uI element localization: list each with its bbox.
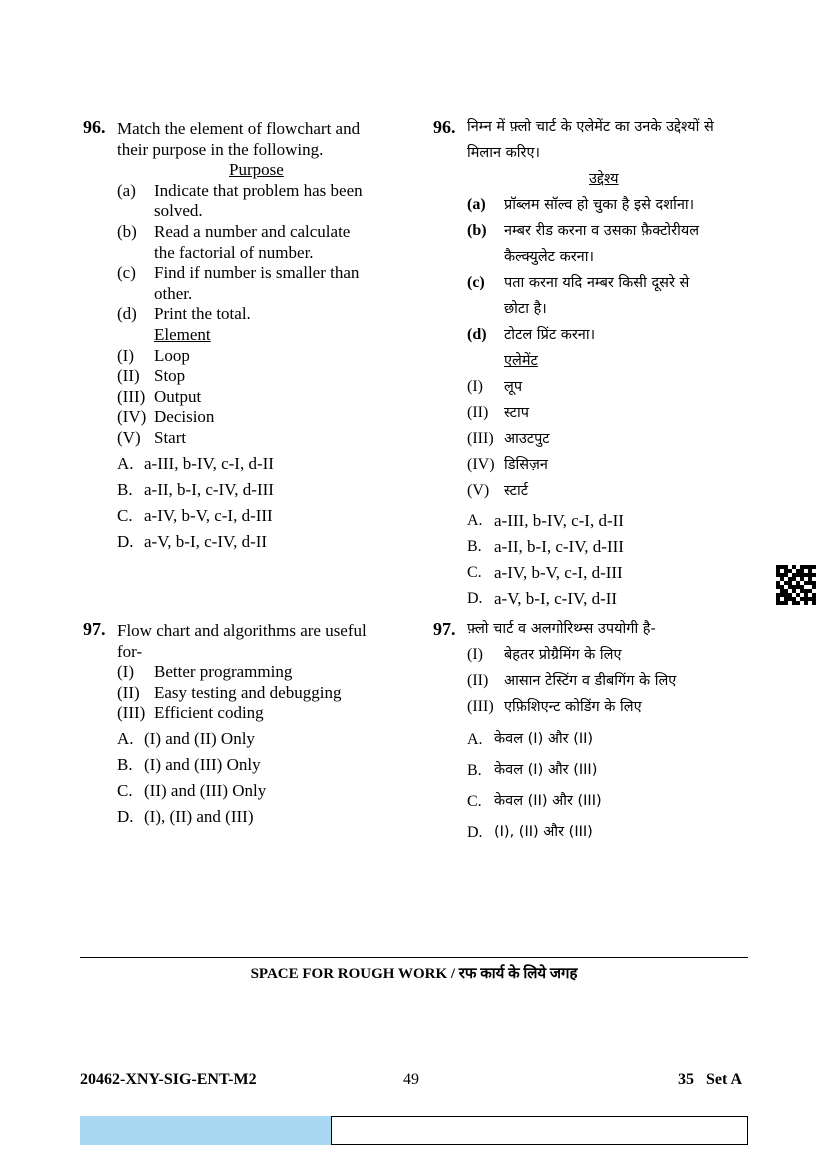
paper-code: 20462-XNY-SIG-ENT-M2 <box>80 1071 257 1088</box>
purpose-item: (b) नम्बर रीड करना व उसका फ़ैक्टोरीयल कैल्क्युलेट करना। <box>467 222 700 265</box>
page-number: 49 <box>403 1071 419 1088</box>
element-item: (IV) Decision <box>117 407 215 427</box>
element-item: (V) स्टार्ट <box>467 482 529 499</box>
question-number: 96. <box>83 117 106 137</box>
answer-option-d[interactable]: D. a-V, b-I, c-IV, d-II <box>467 589 618 608</box>
statement-item: (I) बेहतर प्रोग्रैमिंग के लिए <box>467 646 622 663</box>
answer-option-c[interactable]: C. केवल (II) और (III) <box>467 793 602 810</box>
question-stem: फ़्लो चार्ट व अलगोरिथ्म्स उपयोगी है- <box>467 621 656 637</box>
element-item: (III) Output <box>117 386 202 406</box>
answer-option-a[interactable]: A. केवल (I) और (II) <box>467 731 594 748</box>
purpose-item: (c) पता करना यदि नम्बर किसी दूसरे से छोटा है। <box>467 274 690 317</box>
statement-item: (II) Easy testing and debugging <box>117 682 342 702</box>
answer-option-d[interactable]: D. a-V, b-I, c-IV, d-II <box>117 531 268 551</box>
element-item: (I) Loop <box>117 345 190 365</box>
answer-option-c[interactable]: C. a-IV, b-V, c-I, d-III <box>117 505 273 525</box>
purpose-heading: उद्देश्य <box>589 171 619 187</box>
question-stem: निम्न में फ़्लो चार्ट के एलेमेंट का उनके उद्देश्यों से मिलान करिए। <box>467 119 714 161</box>
purpose-item: (a) प्रॉब्लम सॉल्व हो चुका है इसे दर्शाना। <box>467 196 695 213</box>
purpose-heading: Purpose <box>229 160 284 180</box>
statement-item: (I) Better programming <box>117 662 293 682</box>
answer-option-a[interactable]: A. a-III, b-IV, c-I, d-II <box>117 453 274 473</box>
statement-item: (II) आसान टेस्टिंग व डीबगिंग के लिए <box>467 672 677 689</box>
question-stem: Match the element of flowchart and their purpose in the following. <box>117 119 361 159</box>
bottom-color-bar <box>80 1116 331 1145</box>
statement-item: (III) Efficient coding <box>117 703 264 723</box>
purpose-item: (d) टोटल प्रिंट करना। <box>467 326 596 343</box>
element-item: (V) Start <box>117 427 187 447</box>
answer-option-b[interactable]: B. a-II, b-I, c-IV, d-III <box>117 479 274 499</box>
answer-option-c[interactable]: C. a-IV, b-V, c-I, d-III <box>467 563 623 582</box>
element-item: (III) आउटपुट <box>467 430 550 447</box>
question-number: 96. <box>433 117 456 137</box>
question-stem: Flow chart and algorithms are useful for- <box>117 621 367 661</box>
answer-option-d[interactable]: D. (I), (II) and (III) <box>117 807 254 827</box>
sequence-number: 35 <box>678 1071 694 1088</box>
question-number: 97. <box>433 619 456 639</box>
answer-option-a[interactable]: A. a-III, b-IV, c-I, d-II <box>467 511 624 530</box>
answer-option-b[interactable]: B. (I) and (III) Only <box>117 755 261 775</box>
bottom-blank-box <box>331 1116 748 1145</box>
answer-option-b[interactable]: B. केवल (I) और (III) <box>467 762 598 779</box>
set-label: Set A <box>706 1071 742 1088</box>
purpose-item: (d) Print the total. <box>117 304 251 324</box>
purpose-item: (a) Indicate that problem has been solved. <box>117 180 363 221</box>
element-item: (I) लूप <box>467 378 523 395</box>
question-number: 97. <box>83 619 106 639</box>
element-item: (II) Stop <box>117 366 186 386</box>
element-heading: एलेमेंट <box>504 353 538 369</box>
answer-option-c[interactable]: C. (II) and (III) Only <box>117 781 267 801</box>
answer-option-d[interactable]: D. (I), (II) और (III) <box>467 824 593 841</box>
element-heading: Element <box>154 324 211 344</box>
element-item: (IV) डिसिज़न <box>467 456 548 473</box>
rough-work-label: SPACE FOR ROUGH WORK / रफ कार्य के लिये जगह <box>250 966 578 982</box>
statement-item: (III) एफ़िशिएन्ट कोडिंग के लिए <box>467 698 642 715</box>
purpose-item: (c) Find if number is smaller than other. <box>117 263 360 303</box>
purpose-item: (b) Read a number and calculate the factorial of number. <box>117 221 351 262</box>
answer-option-b[interactable]: B. a-II, b-I, c-IV, d-III <box>467 537 624 556</box>
qr-code-icon <box>776 565 816 605</box>
answer-option-a[interactable]: A. (I) and (II) Only <box>117 729 255 749</box>
element-item: (II) स्टाप <box>467 404 529 421</box>
divider-line <box>80 957 748 958</box>
